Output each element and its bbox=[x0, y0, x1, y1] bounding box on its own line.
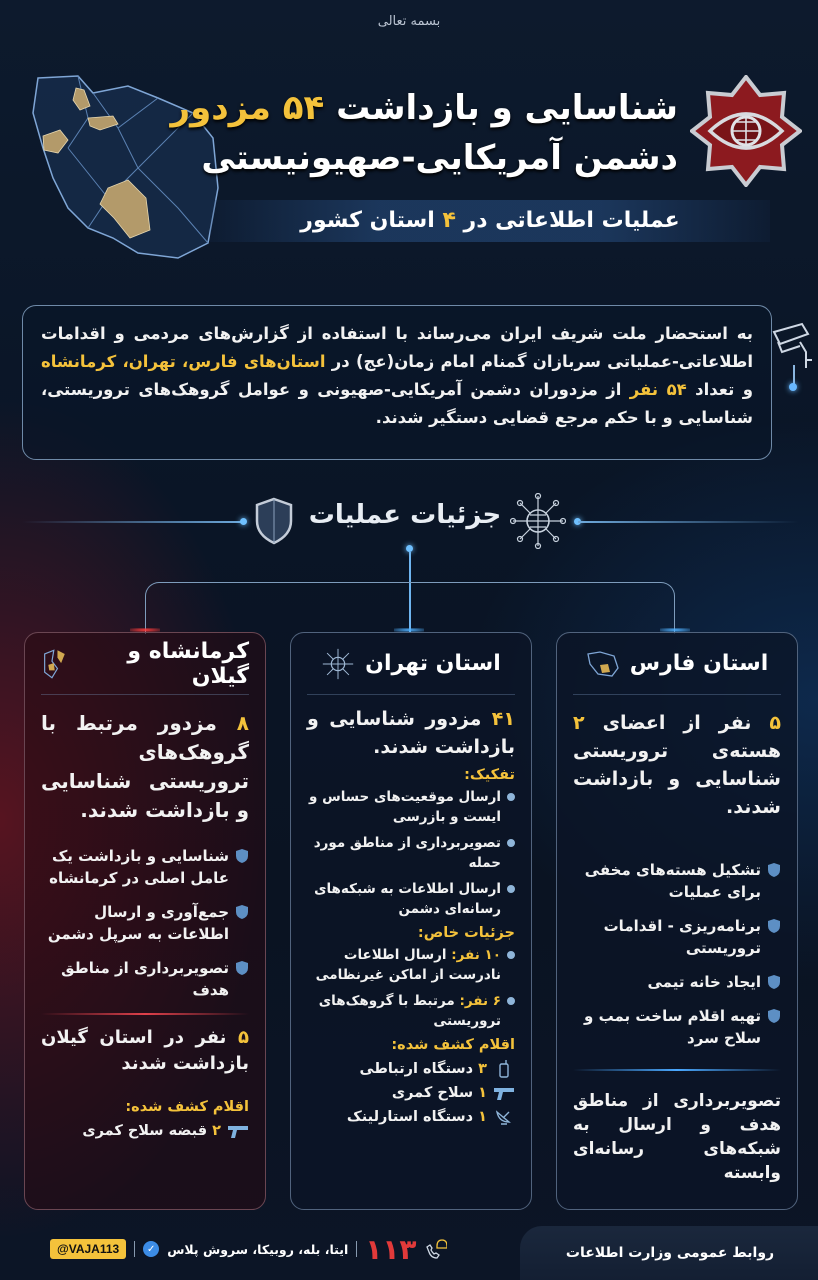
seized-item-text bbox=[392, 1081, 487, 1105]
shield-bullet-icon bbox=[767, 918, 781, 934]
intro-text: به استحضار ملت شریف ایران می‌رساند با استفاده از گزارش‌های مردمی و اقدامات اطلاعاتی-عملیاتی سربازان گمنام امام زمان(عج) در bbox=[41, 324, 753, 371]
org-name: روابط عمومی وزارت اطلاعات bbox=[520, 1226, 818, 1280]
list-item bbox=[41, 957, 249, 1001]
section-title: جزئیات عملیات bbox=[308, 500, 502, 530]
shield-icon bbox=[254, 497, 294, 545]
card-tehran-header bbox=[307, 633, 515, 695]
gilan-count: ۵ bbox=[238, 1026, 249, 1048]
card-fars-lead bbox=[573, 709, 781, 821]
lead-text: نفر از اعضای bbox=[584, 712, 770, 734]
footer-contact-bar bbox=[50, 1232, 447, 1266]
seized-item bbox=[307, 1057, 515, 1081]
list-item bbox=[307, 787, 515, 827]
list-item-text: شناسایی و بازداشت یک عامل اصلی در کرمانشاه bbox=[49, 847, 229, 887]
shield-bullet-icon bbox=[767, 1008, 781, 1024]
card-kermanshah-gilan bbox=[24, 632, 266, 1210]
list-item bbox=[573, 915, 781, 959]
section-divider-left bbox=[22, 521, 242, 523]
card-kermanshah-lead bbox=[41, 709, 249, 825]
seized-count: ۱ bbox=[478, 1109, 487, 1125]
list-item bbox=[41, 845, 249, 889]
seized-count: ۳ bbox=[478, 1061, 487, 1077]
fars-activity-list bbox=[573, 859, 781, 1049]
intro-box bbox=[22, 305, 772, 460]
title-count: ۵۴ مزدور bbox=[170, 88, 325, 128]
list-item-text: ارسال اطلاعات به شبکه‌های رسانه‌ای دشمن bbox=[314, 881, 501, 917]
bullet-dot-icon bbox=[507, 997, 515, 1005]
special-details-label: جزئیات خاص: bbox=[417, 925, 515, 941]
seized-item-text bbox=[347, 1105, 487, 1129]
seized-label: دستگاه استارلینک bbox=[346, 1109, 479, 1125]
list-item bbox=[573, 859, 781, 903]
card-divider bbox=[41, 1013, 249, 1015]
intro-text: و تعداد bbox=[686, 380, 753, 399]
bullet-dot-icon bbox=[507, 839, 515, 847]
list-item-text: تهیه اقلام ساخت بمب و سلاح سرد bbox=[584, 1007, 761, 1047]
list-item-text: جمع‌آوری و ارسال اطلاعات به سرپل دشمن bbox=[47, 903, 229, 943]
special-count: ۶ نفر: bbox=[459, 993, 501, 1009]
title-line-2: دشمن آمریکایی-صهیونیستی bbox=[201, 138, 678, 178]
special-text: ارسال اطلاعات نادرست از اماکن غیرنظامی bbox=[315, 947, 501, 983]
phone-alarm-icon bbox=[425, 1238, 447, 1260]
intro-text: از مزدوران دشمن آمریکایی-صهیونی و عوامل گروهک‌های تروریستی، شناسایی و با حکم مرجع قضایی دستگیر شدند. bbox=[41, 380, 753, 427]
section-divider-right bbox=[578, 521, 798, 523]
list-item-text: تصویربرداری از مناطق هدف bbox=[61, 959, 229, 999]
seized-label: دستگاه ارتباطی bbox=[359, 1061, 479, 1077]
ministry-logo-icon bbox=[690, 75, 802, 187]
shield-bullet-icon bbox=[235, 904, 249, 920]
walkie-talkie-icon bbox=[493, 1060, 515, 1078]
seized-count: ۲ bbox=[212, 1122, 221, 1139]
connector-line bbox=[793, 365, 795, 385]
basmala: بسمه تعالی bbox=[377, 14, 441, 29]
list-item bbox=[307, 833, 515, 873]
list-item bbox=[573, 1005, 781, 1049]
list-item-text: ایجاد خانه تیمی bbox=[647, 973, 761, 991]
list-item-text bbox=[307, 945, 501, 985]
platforms-list: ایتا، بله، روبیکا، سروش پلاس bbox=[167, 1241, 349, 1257]
globe-network-icon bbox=[510, 493, 566, 549]
list-item bbox=[573, 971, 781, 993]
lead-text: مزدور مرتبط با گروهک‌های تروریستی شناسایی و بازداشت شدند. bbox=[41, 711, 249, 822]
lead-text: مزدور شناسایی و بازداشت شدند. bbox=[307, 708, 515, 758]
bullet-dot-icon bbox=[507, 885, 515, 893]
tree-branches bbox=[145, 582, 675, 634]
card-tehran-title: استان تهران bbox=[365, 651, 501, 676]
special-text: مرتبط با گروهک‌های تروریستی bbox=[318, 993, 501, 1029]
separator bbox=[356, 1241, 357, 1257]
subtitle-band bbox=[210, 200, 770, 242]
list-item-text: ارسال موقعیت‌های حساس و ایست و بازرسی bbox=[309, 789, 501, 825]
seized-label: سلاح کمری bbox=[391, 1085, 479, 1101]
cctv-camera-icon bbox=[770, 322, 814, 374]
card-fars-title: استان فارس bbox=[629, 651, 769, 676]
card-divider bbox=[573, 1069, 781, 1071]
satellite-dish-icon bbox=[493, 1108, 515, 1126]
special-count: ۱۰ نفر: bbox=[451, 947, 501, 963]
card-kermanshah-title: کرمانشاه و گیلان bbox=[127, 638, 249, 689]
divider-dot bbox=[240, 518, 247, 525]
list-item bbox=[307, 879, 515, 919]
fars-map-icon bbox=[586, 650, 620, 678]
fars-cells-count: ۲ bbox=[573, 712, 585, 734]
subtitle-text-end: استان کشور bbox=[300, 208, 443, 233]
card-fars-header bbox=[573, 633, 781, 695]
tehran-count: ۴۱ bbox=[491, 708, 515, 730]
fars-count: ۵ bbox=[769, 712, 781, 734]
title-line-1 bbox=[171, 88, 678, 128]
seized-item bbox=[41, 1119, 249, 1143]
seized-item-text bbox=[82, 1119, 221, 1143]
list-item-text: برنامه‌ریزی - اقدامات تروریستی bbox=[603, 917, 761, 957]
tehran-special-list bbox=[307, 945, 515, 1031]
lead-text: نفر در استان گیلان بازداشت شدند bbox=[41, 1026, 249, 1074]
separator bbox=[134, 1241, 135, 1257]
hotline-number: ۱۱۳ bbox=[365, 1232, 417, 1266]
shield-bullet-icon bbox=[235, 848, 249, 864]
list-item-text: تصویربرداری از مناطق مورد حمله bbox=[313, 835, 501, 871]
card-kermanshah-header bbox=[41, 633, 249, 695]
tehran-breakdown-list bbox=[307, 787, 515, 919]
seized-items-label: اقلام کشف شده: bbox=[125, 1098, 249, 1115]
seized-item bbox=[307, 1105, 515, 1129]
intro-provinces: استان‌های فارس، تهران، کرمانشاه bbox=[41, 352, 326, 371]
province-map-icon bbox=[41, 647, 68, 681]
social-handle[interactable]: @VAJA113 bbox=[50, 1239, 126, 1259]
verified-badge-icon: ✓ bbox=[143, 1241, 159, 1257]
bullet-dot-icon bbox=[507, 951, 515, 959]
globe-network-icon bbox=[321, 647, 355, 681]
seized-item-text bbox=[360, 1057, 487, 1081]
list-item-text: تشکیل هسته‌های مخفی برای عملیات bbox=[584, 861, 761, 901]
bullet-dot-icon bbox=[507, 793, 515, 801]
subtitle-count: ۴ bbox=[442, 208, 456, 233]
shield-bullet-icon bbox=[767, 862, 781, 878]
shield-bullet-icon bbox=[767, 974, 781, 990]
list-item-text bbox=[307, 991, 501, 1031]
gilan-text bbox=[41, 1025, 249, 1077]
kermanshah-count: ۸ bbox=[236, 711, 249, 735]
card-tehran bbox=[290, 632, 532, 1210]
intro-count: ۵۴ نفر bbox=[629, 380, 687, 399]
card-tehran-lead bbox=[307, 705, 515, 761]
seized-items-label: اقلام کشف شده: bbox=[391, 1037, 515, 1053]
seized-count: ۱ bbox=[478, 1085, 487, 1101]
list-item bbox=[307, 945, 515, 985]
tree-root-dot bbox=[406, 545, 413, 552]
card-fars bbox=[556, 632, 798, 1210]
fars-footer-text: تصویربرداری از مناطق هدف و ارسال به شبکه‌های رسانه‌ای وابسته bbox=[573, 1090, 781, 1183]
seized-item bbox=[307, 1081, 515, 1105]
lead-text: هسته‌ی تروریستی شناسایی و بازداشت شدند. bbox=[573, 740, 781, 818]
title-text: شناسایی و بازداشت bbox=[324, 88, 678, 128]
kermanshah-activity-list bbox=[41, 845, 249, 1001]
shield-bullet-icon bbox=[235, 960, 249, 976]
seized-label: قبضه سلاح کمری bbox=[82, 1122, 213, 1139]
pistol-icon bbox=[493, 1084, 515, 1102]
list-item bbox=[41, 901, 249, 945]
subtitle-text: عملیات اطلاعاتی در bbox=[455, 208, 680, 233]
list-item bbox=[307, 991, 515, 1031]
pistol-icon bbox=[227, 1122, 249, 1140]
connector-dot bbox=[789, 383, 797, 391]
breakdown-label: تفکیک: bbox=[464, 767, 515, 783]
